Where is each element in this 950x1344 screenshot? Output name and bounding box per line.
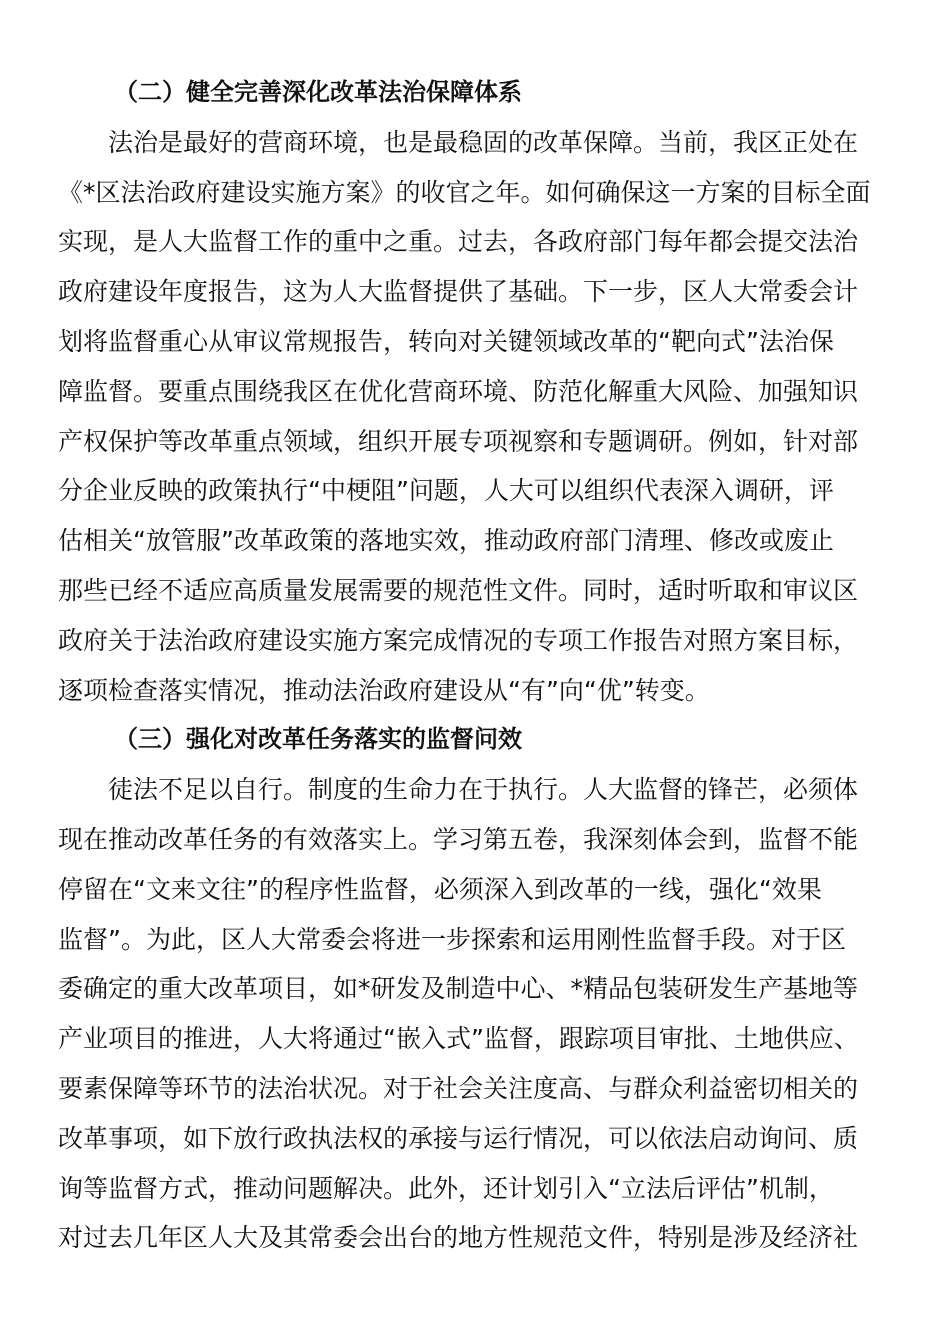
paragraph-line: 那些已经不适应高质量发展需要的规范性文件。同时，适时听取和审议区 — [58, 575, 859, 605]
paragraph-line: 委确定的重大改革项目，如*研发及制造中心、*精品包装研发生产基地等 — [58, 974, 859, 1004]
paragraph-line: 监督”。为此，区人大常委会将进一步探索和运用刚性监督手段。对于区 — [58, 924, 846, 954]
paragraph-line: 分企业反映的政策执行“中梗阻”问题，人大可以组织代表深入调研，评 — [58, 476, 834, 506]
paragraph-line: 产业项目的推进，人大将通过“嵌入式”监督，跟踪项目审批、土地供应、 — [58, 1024, 859, 1054]
paragraph-line: 现在推动改革任务的有效落实上。学习第五卷，我深刻体会到，监督不能 — [58, 824, 859, 854]
document-page — [58, 68, 888, 1263]
paragraph-line: 产权保护等改革重点领域，组织开展专项视察和专题调研。例如，针对部 — [58, 426, 859, 456]
paragraph-line: 要素保障等环节的法治状况。对于社会关注度高、与群众利益密切相关的 — [58, 1073, 859, 1103]
paragraph-line: 法治是最好的营商环境，也是最稳固的改革保障。当前，我区正处在 — [108, 127, 859, 157]
section-heading-3: （三）强化对改革任务落实的监督问效 — [114, 725, 522, 754]
paragraph-line: 障监督。要重点围绕我区在优化营商环境、防范化解重大风险、加强知识 — [58, 376, 859, 406]
section-heading-2: （二）健全完善深化改革法治保障体系 — [114, 78, 522, 106]
paragraph-line: 《*区法治政府建设实施方案》的收官之年。如何确保这一方案的目标全面 — [58, 177, 871, 207]
paragraph-line: 对过去几年区人大及其常委会出台的地方性规范文件，特别是涉及经济社 — [58, 1223, 859, 1253]
paragraph-line: 估相关“放管服”改革政策的落地实效，推动政府部门清理、修改或废止 — [58, 526, 834, 556]
paragraph-line: 停留在“文来文往”的程序性监督，必须深入到改革的一线，强化“效果 — [58, 874, 822, 904]
paragraph-line: 政府建设年度报告，这为人大监督提供了基础。下一步，区人大常委会计 — [58, 277, 859, 307]
paragraph-line: 实现，是人大监督工作的重中之重。过去，各政府部门每年都会提交法治 — [58, 227, 859, 257]
paragraph-line: 改革事项，如下放行政执法权的承接与运行情况，可以依法启动询问、质 — [58, 1123, 859, 1153]
paragraph-line: 徒法不足以自行。制度的生命力在于执行。人大监督的锋芒，必须体 — [108, 775, 859, 805]
paragraph-line: 政府关于法治政府建设实施方案完成情况的专项工作报告对照方案目标， — [58, 625, 859, 655]
paragraph-line: 逐项检查落实情况，推动法治政府建设从“有”向“优”转变。 — [58, 675, 710, 705]
paragraph-line: 询等监督方式，推动问题解决。此外，还计划引入“立法后评估”机制， — [58, 1173, 834, 1203]
paragraph-line: 划将监督重心从审议常规报告，转向对关键领域改革的“靶向式”法治保 — [58, 326, 834, 356]
